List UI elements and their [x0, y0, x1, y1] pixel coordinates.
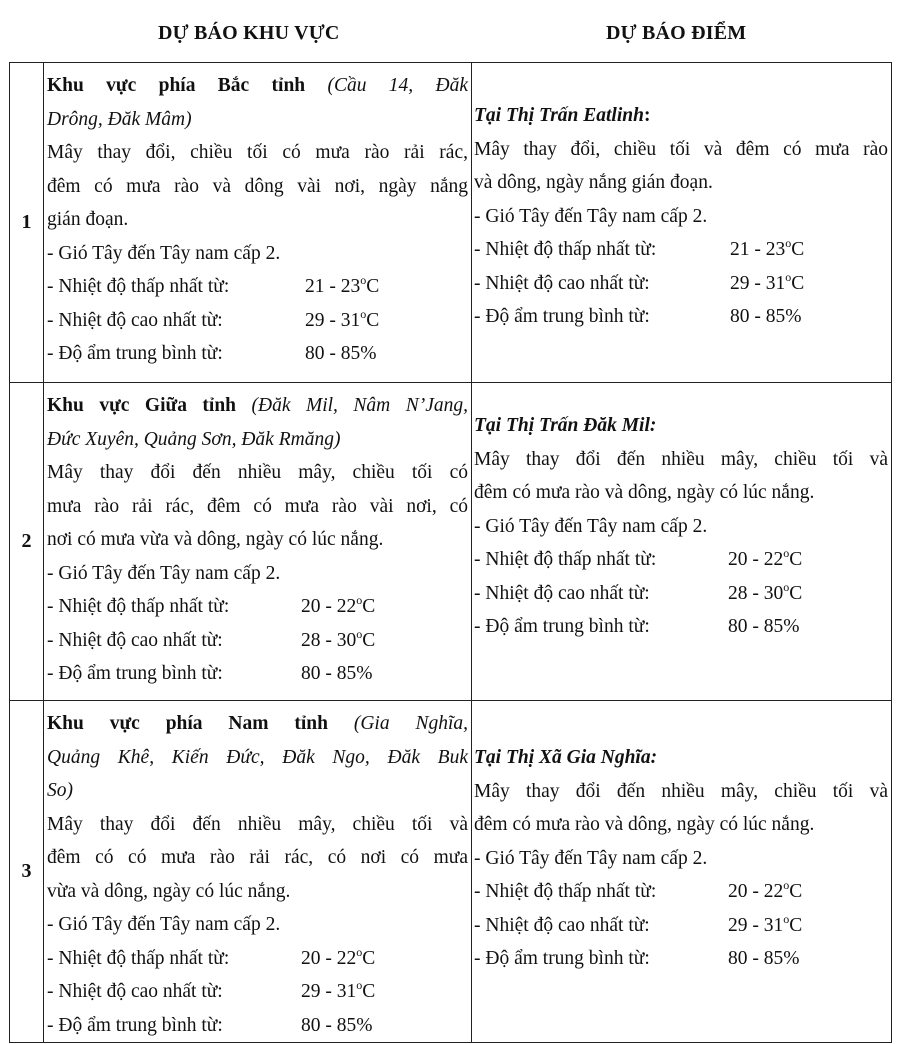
max-temp-info: - Nhiệt độ cao nhất từ: 29 - 31$^o$C	[474, 269, 805, 294]
header-point-forecast: DỰ BÁO ĐIỂM	[606, 22, 747, 44]
humidity-info: - Độ ẩm trung bình từ: 80 - 85%	[47, 1014, 373, 1036]
humidity-info: - Độ ẩm trung bình từ: 80 - 85%	[474, 306, 802, 327]
area-locations: (Đăk Mil, Nâm N’Jang,	[251, 395, 468, 416]
area-description-line: Mây thay đổi đến nhiều mây, chiều tối và	[47, 813, 468, 835]
row-number: 2	[10, 383, 44, 701]
max-temp-info: - Nhiệt độ cao nhất từ: 29 - 31$^o$C	[47, 978, 376, 1002]
area-description-line: đêm có mưa rào và dông vài nơi, ngày nắng	[47, 175, 468, 197]
area-description-line: vừa và dông, ngày có lúc nắng.	[47, 880, 291, 902]
area-forecast-cell	[44, 383, 472, 701]
wind-info: - Gió Tây đến Tây nam cấp 2.	[474, 205, 708, 227]
point-title: Tại Thị Trấn Eatlinh	[474, 105, 644, 126]
point-forecast-cell: Tại Thị Trấn Eatlinh: Mây thay đổi, chiều tối và đêm có mưa rào và dông, ngày nắng gián đoạn. - Gió Tây đến Tây nam cấp 2. - Nhiệt độ thấp nhất từ: 21 - 23$^o$C - Nhiệt độ cao nhất từ: 29 - 31$^o$C - Độ ẩm trung bình từ: 80 - 85%	[472, 63, 892, 383]
header-area-forecast: DỰ BÁO KHU VỰC	[158, 22, 340, 44]
area-title: Khu vực phía Bắc tỉnh	[47, 75, 306, 96]
area-description-line: đêm có có mưa rào rải rác, có nơi có mưa	[47, 847, 468, 868]
point-description-line: đêm có mưa rào và dông, ngày có lúc nắng.	[474, 482, 815, 503]
area-description-line: Mây thay đổi, chiều tối có mưa rào rải rác,	[47, 142, 468, 163]
wind-info: - Gió Tây đến Tây nam cấp 2.	[474, 847, 708, 869]
area-locations-cont: Quảng Khê, Kiến Đức, Đăk Ngo, Đăk Buk	[47, 746, 468, 768]
min-temp-info: - Nhiệt độ thấp nhất từ: 20 - 22$^o$C	[47, 593, 376, 617]
area-forecast-cell	[44, 63, 472, 383]
max-temp-info: - Nhiệt độ cao nhất từ: 29 - 31$^o$C	[47, 306, 380, 331]
wind-info: - Gió Tây đến Tây nam cấp 2.	[47, 562, 281, 584]
area-description-line: Mây thay đổi đến nhiều mây, chiều tối có	[47, 462, 468, 483]
point-title: Tại Thị Trấn Đăk Mil:	[474, 415, 657, 436]
area-locations: (Cầu 14, Đăk	[327, 75, 468, 96]
min-temp-info: - Nhiệt độ thấp nhất từ: 21 - 23$^o$C	[47, 273, 380, 297]
area-locations-cont: Đức Xuyên, Quảng Sơn, Đăk Rmăng)	[47, 428, 341, 450]
wind-info: - Gió Tây đến Tây nam cấp 2.	[47, 242, 281, 264]
point-description-line: Mây thay đổi đến nhiều mây, chiều tối và	[474, 780, 888, 802]
point-description-line: Mây thay đổi, chiều tối và đêm có mưa rào	[474, 138, 888, 160]
area-title: Khu vực Giữa tỉnh	[47, 395, 237, 416]
area-locations-cont: So)	[47, 780, 73, 801]
table-row	[10, 383, 892, 701]
min-temp-info: - Nhiệt độ thấp nhất từ: 20 - 22$^o$C	[47, 944, 376, 969]
row-number: 1	[10, 63, 44, 383]
min-temp-info: - Nhiệt độ thấp nhất từ: 21 - 23$^o$C	[474, 236, 805, 260]
forecast-table	[9, 62, 892, 1043]
humidity-info: - Độ ẩm trung bình từ: 80 - 85%	[474, 948, 800, 969]
point-description-line: và dông, ngày nắng gián đoạn.	[474, 172, 713, 193]
max-temp-info: - Nhiệt độ cao nhất từ: 28 - 30$^o$C	[47, 626, 376, 651]
area-title: Khu vực phía Nam tỉnh	[47, 713, 328, 734]
area-description-line: gián đoạn.	[47, 209, 129, 230]
area-description-line: mưa rào rải rác, đêm có mưa rào vài nơi, có	[47, 495, 468, 517]
table-row	[10, 701, 892, 1043]
humidity-info: - Độ ẩm trung bình từ: 80 - 85%	[474, 616, 800, 637]
humidity-info: - Độ ẩm trung bình từ: 80 - 85%	[47, 663, 373, 684]
point-description-line: Mây thay đổi đến nhiều mây, chiều tối và	[474, 448, 888, 470]
area-locations-cont: Drông, Đăk Mâm)	[47, 108, 192, 130]
humidity-info: - Độ ẩm trung bình từ: 80 - 85%	[47, 343, 377, 364]
table-row	[10, 63, 892, 383]
min-temp-info: - Nhiệt độ thấp nhất từ: 20 - 22$^o$C	[474, 546, 803, 570]
wind-info: - Gió Tây đến Tây nam cấp 2.	[47, 914, 281, 935]
point-forecast-cell	[472, 383, 892, 701]
point-title: Tại Thị Xã Gia Nghĩa:	[474, 747, 658, 768]
point-description-line: đêm có mưa rào và dông, ngày có lúc nắng.	[474, 814, 815, 835]
row-number: 3	[10, 701, 44, 1043]
area-locations: (Gia Nghĩa,	[353, 713, 469, 734]
area-description-line: nơi có mưa vừa và dông, ngày có lúc nắng.	[47, 529, 384, 550]
area-forecast-cell	[44, 701, 472, 1043]
max-temp-info: - Nhiệt độ cao nhất từ: 29 - 31$^o$C	[474, 911, 803, 936]
max-temp-info: - Nhiệt độ cao nhất từ: 28 - 30$^o$C	[474, 579, 803, 604]
wind-info: - Gió Tây đến Tây nam cấp 2.	[474, 515, 708, 537]
min-temp-info: - Nhiệt độ thấp nhất từ: 20 - 22$^o$C	[474, 878, 803, 902]
point-forecast-cell	[472, 701, 892, 1043]
